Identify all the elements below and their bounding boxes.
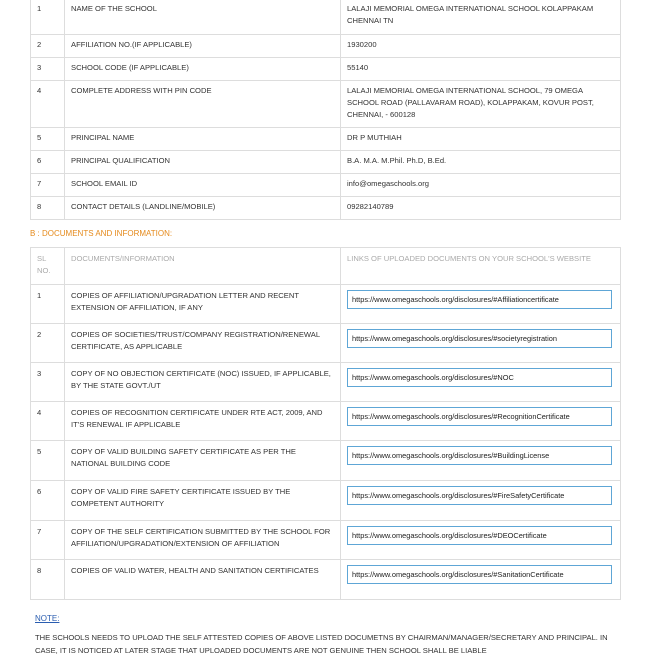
document-link[interactable]: https://www.omegaschools.org/disclosures/#Affiliationcertificate xyxy=(347,290,612,309)
column-header-sl-no: SL NO. xyxy=(31,248,65,285)
row-number: 7 xyxy=(31,521,65,560)
table-row xyxy=(31,521,621,560)
row-number: 6 xyxy=(31,481,65,521)
document-name: COPIES OF SOCIETIES/TRUST/COMPANY REGISTRATION/RENEWAL CERTIFICATE, AS APPLICABLE xyxy=(65,324,341,363)
row-number: 7 xyxy=(31,174,65,197)
document-link[interactable]: https://www.omegaschools.org/disclosures/#SanitationCertificate xyxy=(347,565,612,584)
document-name: COPY OF VALID FIRE SAFETY CERTIFICATE ISSUED BY THE COMPETENT AUTHORITY xyxy=(65,481,341,521)
row-number: 3 xyxy=(31,58,65,81)
document-name: COPIES OF VALID WATER, HEALTH AND SANITATION CERTIFICATES xyxy=(65,560,341,600)
table-row xyxy=(31,128,621,151)
row-value: 55140 xyxy=(341,58,621,81)
table-row xyxy=(31,151,621,174)
column-header-links: LINKS OF UPLOADED DOCUMENTS ON YOUR SCHOOL'S WEBSITE xyxy=(341,248,621,285)
row-label: CONTACT DETAILS (LANDLINE/MOBILE) xyxy=(65,197,341,220)
note-text: THE SCHOOLS NEEDS TO UPLOAD THE SELF ATTESTED COPIES OF ABOVE LISTED DOCUMETNS BY CHAIRMAN/MANAGER/SECRETARY AND PRINCIPAL. IN CASE, IT IS NOTICED AT LATER STAGE THAT UPLOADED DOCUMENTS ARE NOT GENUINE THEN SCHOOL SHALL BE LIABLE xyxy=(35,633,608,655)
row-label: SCHOOL EMAIL ID xyxy=(65,174,341,197)
table-row xyxy=(31,560,621,600)
table-row xyxy=(31,58,621,81)
table-row xyxy=(31,402,621,441)
row-number: 1 xyxy=(31,0,65,35)
row-value: LALAJI MEMORIAL OMEGA INTERNATIONAL SCHOOL KOLAPPAKAM CHENNAI TN xyxy=(341,0,621,35)
row-value: B.A. M.A. M.Phil. Ph.D, B.Ed. xyxy=(341,151,621,174)
row-value: 1930200 xyxy=(341,35,621,58)
document-name: COPIES OF AFFILIATION/UPGRADATION LETTER AND RECENT EXTENSION OF AFFILIATION, IF ANY xyxy=(65,285,341,324)
document-link[interactable]: https://www.omegaschools.org/disclosures/#DEOCertificate xyxy=(347,526,612,545)
table-row xyxy=(31,35,621,58)
document-name: COPIES OF RECOGNITION CERTIFICATE UNDER RTE ACT, 2009, AND IT'S RENEWAL IF APPLICABLE xyxy=(65,402,341,441)
row-label: SCHOOL CODE (IF APPLICABLE) xyxy=(65,58,341,81)
row-value: DR P MUTHIAH xyxy=(341,128,621,151)
table-row xyxy=(31,285,621,324)
row-number: 6 xyxy=(31,151,65,174)
section-b-title: B : DOCUMENTS AND INFORMATION: xyxy=(30,229,173,238)
documents-table xyxy=(30,247,621,600)
row-number: 5 xyxy=(31,441,65,481)
document-link[interactable]: https://www.omegaschools.org/disclosures/#BuildingLicense xyxy=(347,446,612,465)
table-row xyxy=(31,0,621,35)
table-row xyxy=(31,363,621,402)
document-name: COPY OF NO OBJECTION CERTIFICATE (NOC) ISSUED, IF APPLICABLE, BY THE STATE GOVT./UT xyxy=(65,363,341,402)
general-information-table xyxy=(30,0,621,220)
row-number: 8 xyxy=(31,197,65,220)
row-number: 2 xyxy=(31,35,65,58)
column-header-documents: DOCUMENTS/INFORMATION xyxy=(65,248,341,285)
row-label: AFFILIATION NO.(IF APPLICABLE) xyxy=(65,35,341,58)
table-header-row xyxy=(31,248,621,285)
table-row xyxy=(31,324,621,363)
document-name: COPY OF THE SELF CERTIFICATION SUBMITTED BY THE SCHOOL FOR AFFILIATION/UPGRADATION/EXTENSION OF AFFILIATION xyxy=(65,521,341,560)
row-number: 5 xyxy=(31,128,65,151)
row-value: info@omegaschools.org xyxy=(341,174,621,197)
note-heading: NOTE: xyxy=(35,614,60,623)
row-label: NAME OF THE SCHOOL xyxy=(65,0,341,35)
row-number: 1 xyxy=(31,285,65,324)
document-name: COPY OF VALID BUILDING SAFETY CERTIFICATE AS PER THE NATIONAL BUILDING CODE xyxy=(65,441,341,481)
row-number: 8 xyxy=(31,560,65,600)
table-row xyxy=(31,174,621,197)
row-number: 4 xyxy=(31,402,65,441)
document-link[interactable]: https://www.omegaschools.org/disclosures/#RecognitionCertificate xyxy=(347,407,612,426)
row-value: LALAJI MEMORIAL OMEGA INTERNATIONAL SCHOOL, 79 OMEGA SCHOOL ROAD (PALLAVARAM ROAD), KOLAPPAKAM, KOVUR POST, CHENNAI, - 600128 xyxy=(341,81,621,128)
row-number: 2 xyxy=(31,324,65,363)
document-link[interactable]: https://www.omegaschools.org/disclosures/#FireSafetyCertificate xyxy=(347,486,612,505)
row-label: COMPLETE ADDRESS WITH PIN CODE xyxy=(65,81,341,128)
row-label: PRINCIPAL NAME xyxy=(65,128,341,151)
row-label: PRINCIPAL QUALIFICATION xyxy=(65,151,341,174)
table-row xyxy=(31,481,621,521)
row-value: 09282140789 xyxy=(341,197,621,220)
table-row xyxy=(31,81,621,128)
table-row xyxy=(31,441,621,481)
document-link[interactable]: https://www.omegaschools.org/disclosures/#societyregistration xyxy=(347,329,612,348)
table-row xyxy=(31,197,621,220)
row-number: 3 xyxy=(31,363,65,402)
document-link[interactable]: https://www.omegaschools.org/disclosures/#NOC xyxy=(347,368,612,387)
row-number: 4 xyxy=(31,81,65,128)
